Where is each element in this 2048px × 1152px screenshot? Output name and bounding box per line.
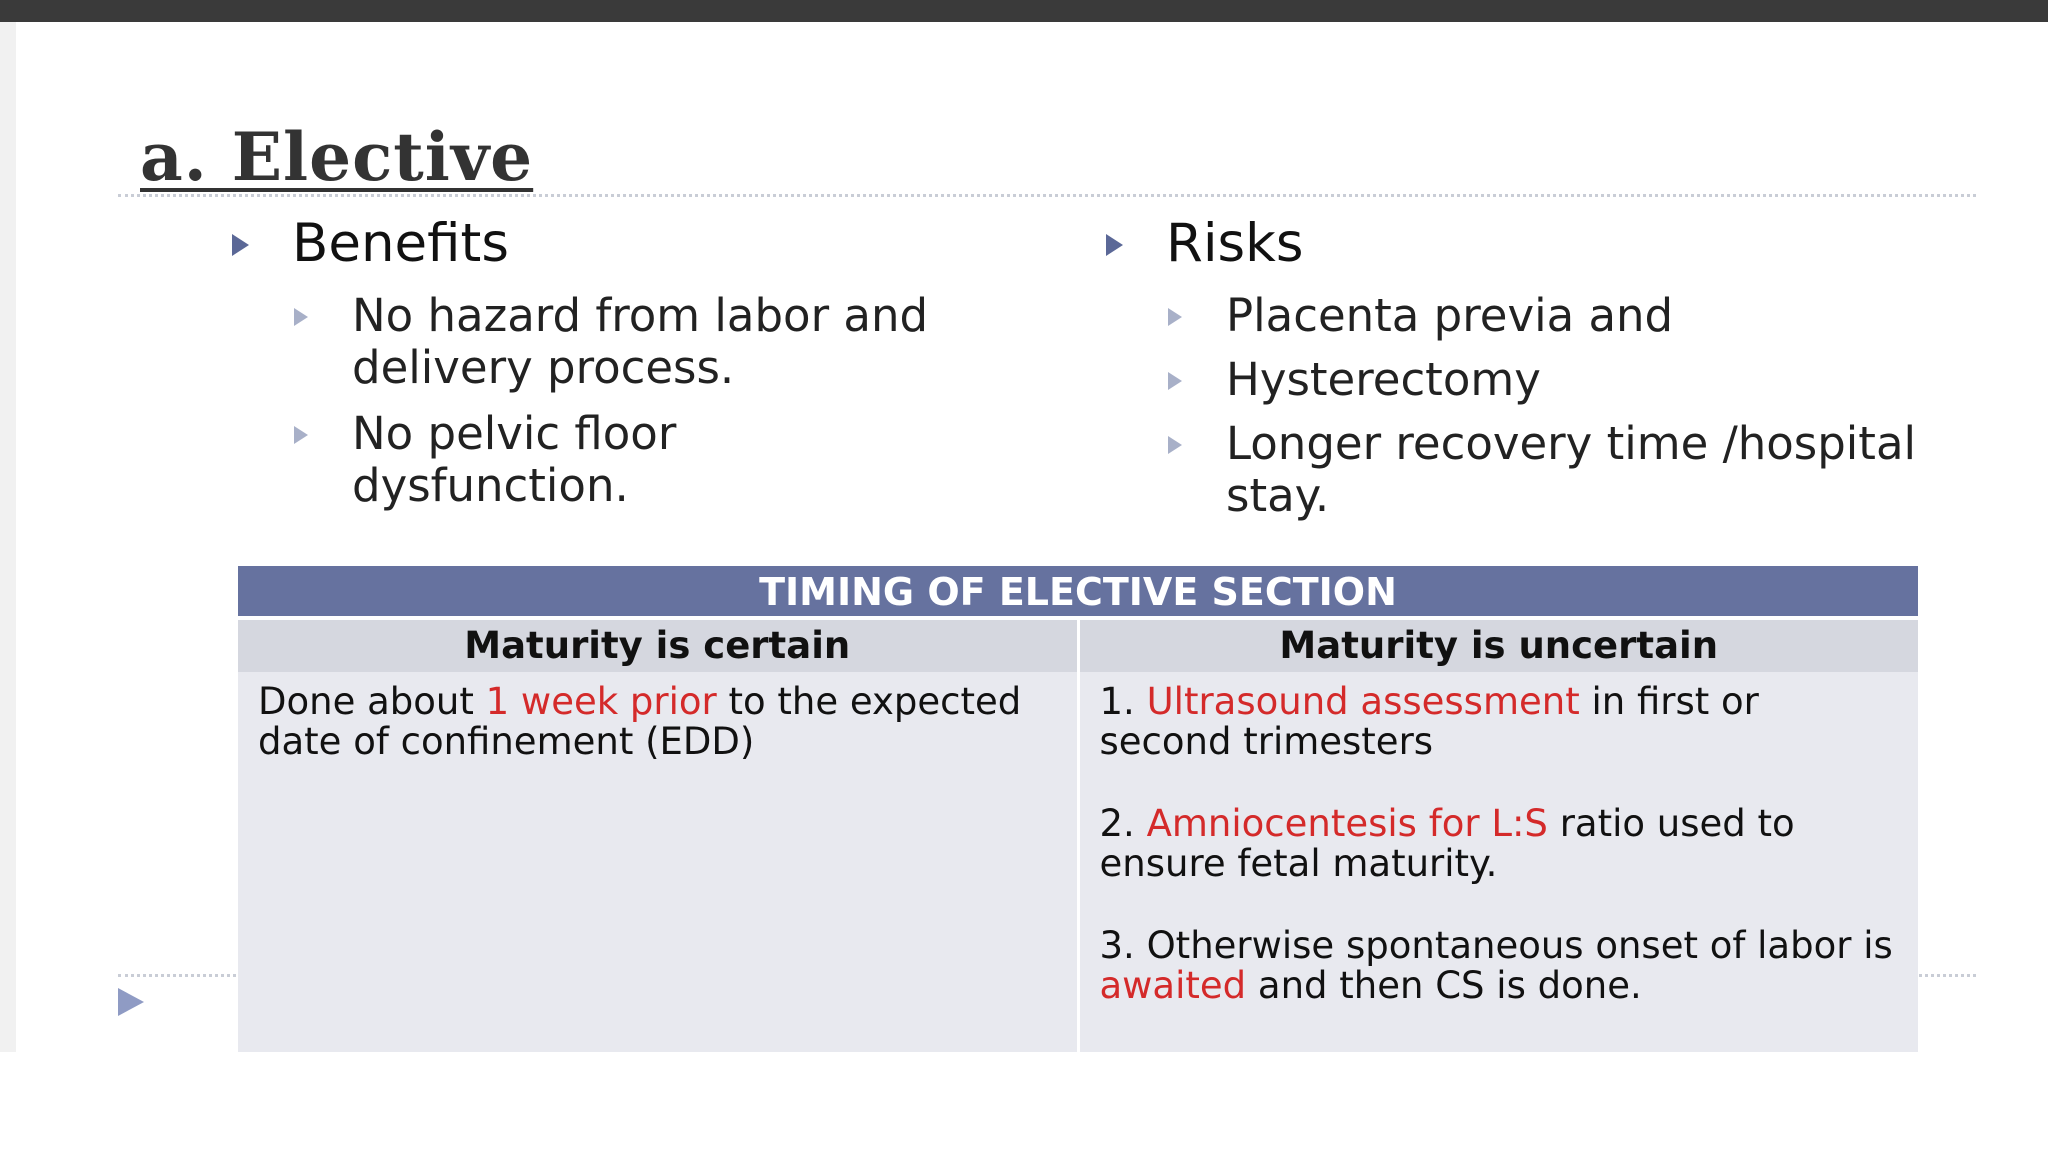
benefit-item: No pelvic floor dysfunction. xyxy=(226,408,1116,512)
bullet-arrow-icon xyxy=(232,234,249,256)
title-divider xyxy=(118,194,1976,197)
footer-arrow-icon xyxy=(118,988,144,1016)
risks-heading: Risks xyxy=(1100,212,2000,276)
bullet-arrow-icon xyxy=(294,426,308,444)
uncertain-item: 1. Ultrasound assessment in first or second trimesters xyxy=(1099,680,1759,763)
table-header-row xyxy=(238,620,1918,672)
risk-item: Placenta previa and xyxy=(1100,290,2000,342)
bottom-blank-area xyxy=(0,1052,2048,1152)
highlight-text: awaited xyxy=(1099,964,1247,1007)
risks-column xyxy=(1100,212,2000,522)
table-body-row xyxy=(238,672,1918,1052)
bullet-arrow-icon xyxy=(294,308,308,326)
uncertain-item: 3. Otherwise spontaneous onset of labor is awaited and then CS is done. xyxy=(1099,924,1893,1007)
cell-uncertain xyxy=(1080,672,1919,1052)
risk-item: Hysterectomy xyxy=(1100,354,2000,406)
highlight-text: 1 week prior xyxy=(485,680,717,723)
bullet-arrow-icon xyxy=(1168,372,1182,390)
highlight-text: Ultrasound assessment xyxy=(1146,680,1580,723)
benefits-heading: Benefits xyxy=(226,212,1116,276)
uncertain-item: 2. Amniocentesis for L:S ratio used to ensure fetal maturity. xyxy=(1099,802,1795,885)
timing-table xyxy=(238,566,1918,1052)
slide-title: a. Elective xyxy=(140,118,534,196)
highlight-text: Amniocentesis for L:S xyxy=(1146,802,1548,845)
bullet-arrow-icon xyxy=(1168,436,1182,454)
column-header-uncertain: Maturity is uncertain xyxy=(1279,624,1719,667)
column-header-certain: Maturity is certain xyxy=(238,620,1080,672)
cell-certain: Done about 1 week prior to the expected date of confinement (EDD) xyxy=(238,672,1080,1052)
left-gutter xyxy=(0,22,16,1052)
benefit-item: No hazard from labor and delivery process. xyxy=(226,290,1116,394)
benefits-column xyxy=(226,212,1116,512)
table-title: TIMING OF ELECTIVE SECTION xyxy=(238,566,1918,620)
risk-item: Longer recovery time /hospital stay. xyxy=(1100,418,2000,522)
bullet-arrow-icon xyxy=(1106,234,1123,256)
top-border xyxy=(0,0,2048,22)
bullet-arrow-icon xyxy=(1168,308,1182,326)
